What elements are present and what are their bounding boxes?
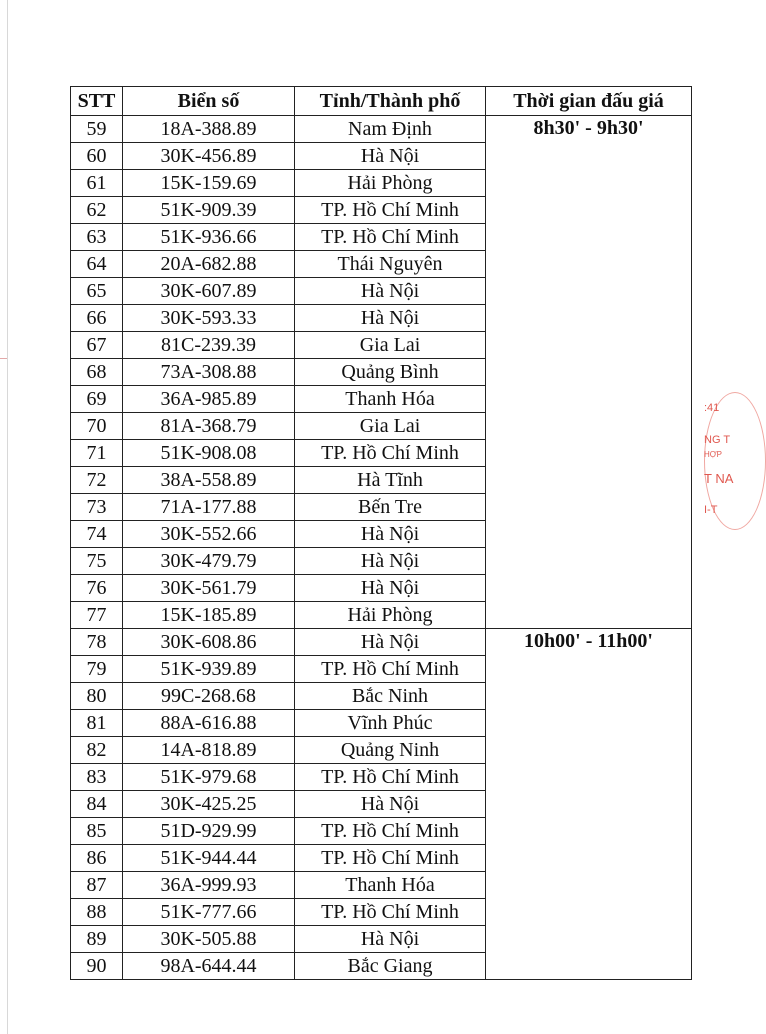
plate-cell: 15K-159.69 xyxy=(123,170,295,197)
stt-cell: 63 xyxy=(71,224,123,251)
plate-cell: 30K-593.33 xyxy=(123,305,295,332)
stt-cell: 82 xyxy=(71,737,123,764)
plate-cell: 38A-558.89 xyxy=(123,467,295,494)
plate-cell: 14A-818.89 xyxy=(123,737,295,764)
province-cell: Hà Nội xyxy=(295,629,486,656)
plate-cell: 88A-616.88 xyxy=(123,710,295,737)
plate-cell: 81C-239.39 xyxy=(123,332,295,359)
province-cell: Quảng Ninh xyxy=(295,737,486,764)
stt-cell: 67 xyxy=(71,332,123,359)
official-stamp xyxy=(700,392,740,532)
province-cell: Hà Nội xyxy=(295,305,486,332)
header-time: Thời gian đấu giá xyxy=(486,87,692,116)
plate-cell: 99C-268.68 xyxy=(123,683,295,710)
plate-cell: 51K-939.89 xyxy=(123,656,295,683)
stt-cell: 73 xyxy=(71,494,123,521)
stt-cell: 70 xyxy=(71,413,123,440)
stt-cell: 62 xyxy=(71,197,123,224)
province-cell: Hà Tĩnh xyxy=(295,467,486,494)
province-cell: Hà Nội xyxy=(295,278,486,305)
stt-cell: 72 xyxy=(71,467,123,494)
province-cell: Nam Định xyxy=(295,116,486,143)
province-cell: TP. Hồ Chí Minh xyxy=(295,197,486,224)
stt-cell: 81 xyxy=(71,710,123,737)
stt-cell: 78 xyxy=(71,629,123,656)
province-cell: Thanh Hóa xyxy=(295,872,486,899)
header-stt: STT xyxy=(71,87,123,116)
auction-time-cell: 8h30' - 9h30' xyxy=(486,116,692,629)
stt-cell: 84 xyxy=(71,791,123,818)
table-row xyxy=(71,629,692,656)
province-cell: TP. Hồ Chí Minh xyxy=(295,656,486,683)
stt-cell: 64 xyxy=(71,251,123,278)
province-cell: Gia Lai xyxy=(295,413,486,440)
stamp-text-5: I-T xyxy=(704,504,718,516)
province-cell: TP. Hồ Chí Minh xyxy=(295,224,486,251)
plate-cell: 36A-985.89 xyxy=(123,386,295,413)
stt-cell: 74 xyxy=(71,521,123,548)
auction-schedule-table xyxy=(70,86,692,980)
province-cell: Hà Nội xyxy=(295,143,486,170)
province-cell: Hải Phòng xyxy=(295,170,486,197)
plate-cell: 51D-929.99 xyxy=(123,818,295,845)
stt-cell: 83 xyxy=(71,764,123,791)
stt-cell: 59 xyxy=(71,116,123,143)
stamp-text-3: HỢP xyxy=(704,450,722,459)
plate-cell: 51K-908.08 xyxy=(123,440,295,467)
plate-cell: 51K-944.44 xyxy=(123,845,295,872)
stt-cell: 77 xyxy=(71,602,123,629)
stamp-text-4: T NA xyxy=(704,471,734,486)
stt-cell: 60 xyxy=(71,143,123,170)
province-cell: Hải Phòng xyxy=(295,602,486,629)
stt-cell: 90 xyxy=(71,953,123,980)
plate-cell: 30K-425.25 xyxy=(123,791,295,818)
province-cell: TP. Hồ Chí Minh xyxy=(295,845,486,872)
province-cell: Vĩnh Phúc xyxy=(295,710,486,737)
stt-cell: 80 xyxy=(71,683,123,710)
plate-cell: 30K-552.66 xyxy=(123,521,295,548)
stt-cell: 87 xyxy=(71,872,123,899)
table-row xyxy=(71,116,692,143)
stt-cell: 68 xyxy=(71,359,123,386)
plate-cell: 20A-682.88 xyxy=(123,251,295,278)
province-cell: Hà Nội xyxy=(295,791,486,818)
province-cell: Bắc Ninh xyxy=(295,683,486,710)
stt-cell: 76 xyxy=(71,575,123,602)
plate-cell: 30K-456.89 xyxy=(123,143,295,170)
province-cell: Hà Nội xyxy=(295,926,486,953)
stt-cell: 85 xyxy=(71,818,123,845)
province-cell: Gia Lai xyxy=(295,332,486,359)
plate-cell: 30K-561.79 xyxy=(123,575,295,602)
plate-cell: 73A-308.88 xyxy=(123,359,295,386)
auction-time-cell: 10h00' - 11h00' xyxy=(486,629,692,980)
plate-cell: 81A-368.79 xyxy=(123,413,295,440)
header-province: Tỉnh/Thành phố xyxy=(295,87,486,116)
stt-cell: 75 xyxy=(71,548,123,575)
province-cell: TP. Hồ Chí Minh xyxy=(295,899,486,926)
province-cell: TP. Hồ Chí Minh xyxy=(295,818,486,845)
stt-cell: 61 xyxy=(71,170,123,197)
province-cell: Thanh Hóa xyxy=(295,386,486,413)
plate-cell: 71A-177.88 xyxy=(123,494,295,521)
margin-mark xyxy=(0,358,7,359)
header-row xyxy=(71,87,692,116)
province-cell: Hà Nội xyxy=(295,521,486,548)
province-cell: Bến Tre xyxy=(295,494,486,521)
stt-cell: 71 xyxy=(71,440,123,467)
plate-cell: 51K-979.68 xyxy=(123,764,295,791)
plate-cell: 98A-644.44 xyxy=(123,953,295,980)
stt-cell: 65 xyxy=(71,278,123,305)
plate-cell: 18A-388.89 xyxy=(123,116,295,143)
plate-cell: 30K-608.86 xyxy=(123,629,295,656)
stt-cell: 88 xyxy=(71,899,123,926)
plate-cell: 30K-479.79 xyxy=(123,548,295,575)
table-body xyxy=(71,116,692,980)
province-cell: Hà Nội xyxy=(295,575,486,602)
stt-cell: 79 xyxy=(71,656,123,683)
province-cell: Bắc Giang xyxy=(295,953,486,980)
header-plate: Biển số xyxy=(123,87,295,116)
plate-cell: 51K-777.66 xyxy=(123,899,295,926)
plate-cell: 30K-505.88 xyxy=(123,926,295,953)
plate-cell: 15K-185.89 xyxy=(123,602,295,629)
table-header xyxy=(71,87,692,116)
stamp-text-2: NG T xyxy=(704,434,731,446)
stamp-text-1: :41 xyxy=(704,402,720,414)
plate-cell: 51K-936.66 xyxy=(123,224,295,251)
plate-cell: 51K-909.39 xyxy=(123,197,295,224)
plate-cell: 36A-999.93 xyxy=(123,872,295,899)
stt-cell: 86 xyxy=(71,845,123,872)
province-cell: TP. Hồ Chí Minh xyxy=(295,764,486,791)
plate-cell: 30K-607.89 xyxy=(123,278,295,305)
stt-cell: 66 xyxy=(71,305,123,332)
stt-cell: 89 xyxy=(71,926,123,953)
province-cell: Quảng Bình xyxy=(295,359,486,386)
province-cell: TP. Hồ Chí Minh xyxy=(295,440,486,467)
province-cell: Hà Nội xyxy=(295,548,486,575)
province-cell: Thái Nguyên xyxy=(295,251,486,278)
scan-page-edge xyxy=(7,0,8,1034)
stt-cell: 69 xyxy=(71,386,123,413)
